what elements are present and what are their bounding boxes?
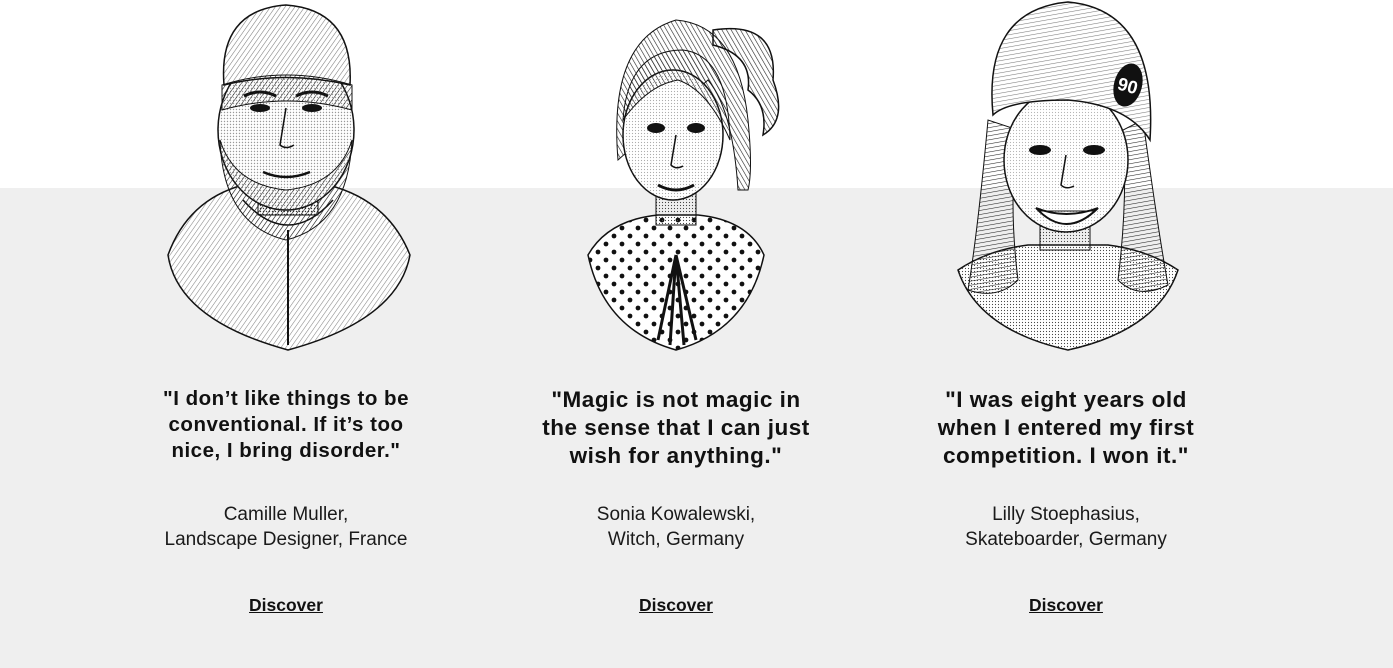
testimonial-card-sonia (511, 0, 841, 668)
testimonial-quote (901, 386, 1231, 470)
discover-link[interactable]: Discover (249, 595, 323, 615)
quote-line: nice, I bring disorder." (171, 439, 401, 462)
quote-line: competition. I won it." (943, 443, 1189, 468)
quote-line: the sense that I can just (542, 415, 810, 440)
girl-knit-beanie-portrait-icon (928, 0, 1204, 352)
quote-line: when I entered my first (937, 415, 1195, 440)
person-name: Lilly Stoephasius, (992, 504, 1140, 525)
bearded-man-beanie-portrait-icon (148, 0, 424, 352)
quote-line: wish for anything." (569, 443, 783, 468)
beanie-badge: 90 (1115, 73, 1141, 99)
quote-line: "I don’t like things to be (163, 387, 409, 410)
person-role: Landscape Designer, France (164, 528, 408, 550)
discover-link[interactable]: Discover (639, 595, 713, 615)
quote-line: conventional. If it’s too (168, 413, 404, 436)
testimonial-card-lilly (901, 0, 1231, 668)
discover-link[interactable]: Discover (1029, 595, 1103, 615)
person-role: Witch, Germany (607, 528, 745, 550)
person-name: Camille Muller, (223, 504, 349, 525)
person-attribution (901, 503, 1231, 552)
quote-line: "I was eight years old (945, 387, 1187, 412)
woman-ponytail-polka-dot-portrait-icon (538, 0, 814, 352)
testimonial-quote (511, 386, 841, 470)
quote-line: "Magic is not magic in (551, 387, 801, 412)
testimonial-card-camille (121, 0, 451, 668)
person-attribution (121, 503, 451, 552)
person-name: Sonia Kowalewski, (596, 504, 756, 525)
person-attribution (511, 503, 841, 552)
testimonial-quote (121, 386, 451, 464)
person-role: Skateboarder, Germany (965, 528, 1167, 550)
